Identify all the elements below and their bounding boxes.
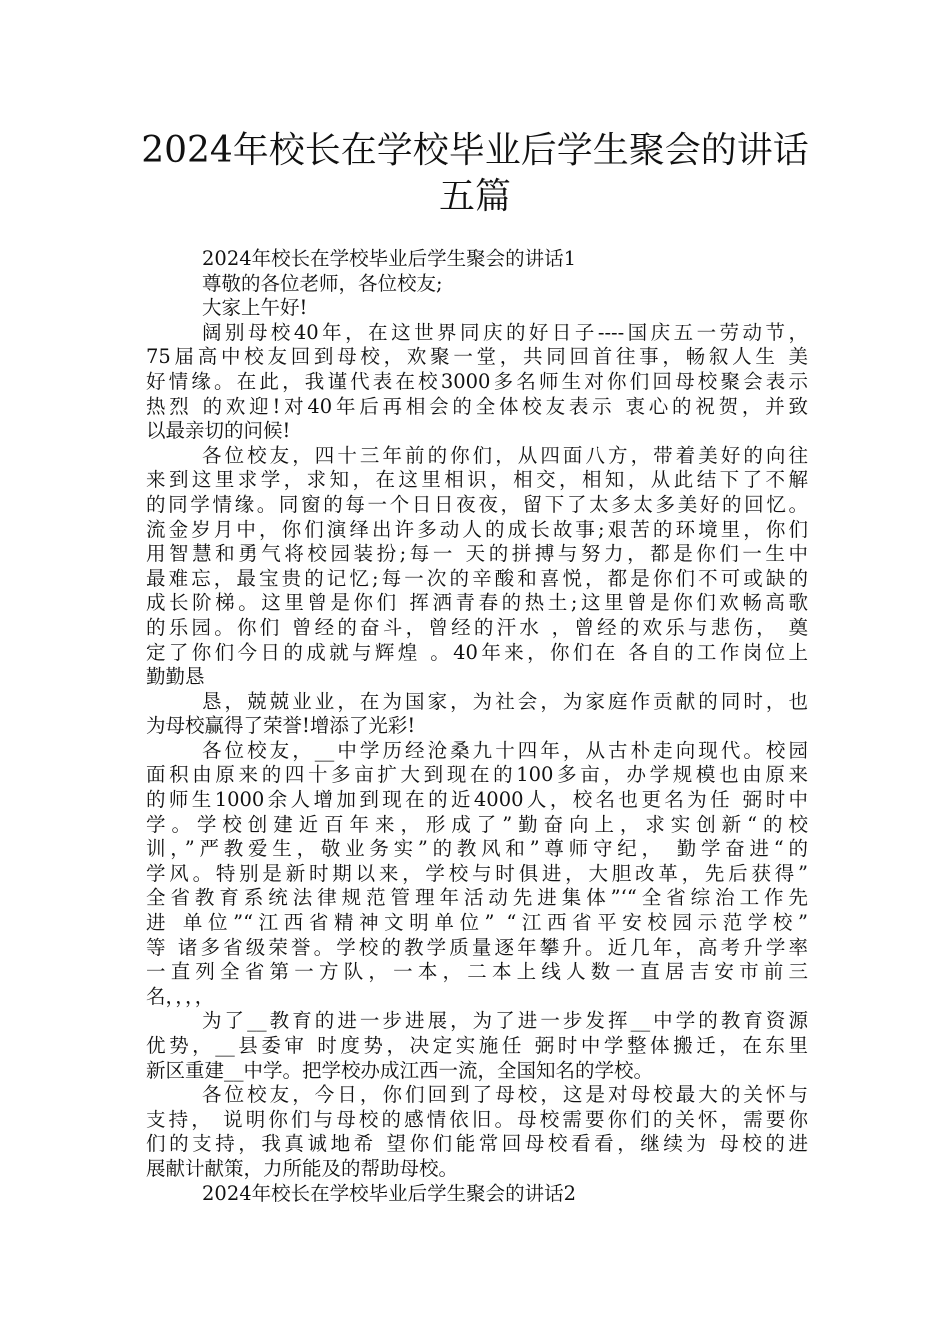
paragraph-line: 名，，，， xyxy=(146,984,215,1008)
paragraph-line: 展献计献策，力所能及的帮助母校。 xyxy=(146,1156,459,1180)
paragraph-line: 训，”严教爱生，敬业务实”的教风和”尊师守纪， 勤学奋进“的 xyxy=(146,837,808,861)
paragraph-line: 等 诸多省级荣誉。学校的教学质量逐年攀升。近几年，高考升学率 xyxy=(146,935,808,959)
section-heading-2: 2024年校长在学校毕业后学生聚会的讲话2 xyxy=(202,1181,577,1205)
paragraph-line: 勤勤恳 xyxy=(146,665,205,689)
paragraph-line: 学风。特别是新时期以来，学校与时俱进，大胆改革，先后获得” xyxy=(146,861,808,885)
paragraph-line: 阔别母校40年，在这世界同庆的好日子----国庆五一劳动节， xyxy=(202,320,808,344)
paragraph-line: 面积由原来的四十多亩扩大到现在的100多亩，办学规模也由原来 xyxy=(146,763,808,787)
paragraph-line: 成长阶梯。这里曾是你们 挥洒青春的热土;这里曾是你们欢畅高歌 xyxy=(146,591,808,615)
paragraph-line: 流金岁月中，你们演绎出许多动人的成长故事;艰苦的环境里，你们 xyxy=(146,517,808,541)
paragraph-line: 学。学校创建近百年来，形成了”勤奋向上，求实创新“的校 xyxy=(146,812,808,836)
paragraph-line: 各位校友，__中学历经沧桑九十四年，从古朴走向现代。校园 xyxy=(202,738,808,762)
paragraph-line: 优势，__县委审 时度势，决定实施任 弼时中学整体搬迁，在东里 xyxy=(146,1034,808,1057)
paragraph-line: 定了你们今日的成就与辉煌 。40年来，你们在 各自的工作岗位上 xyxy=(146,640,808,664)
paragraph-line: 的乐园。你们 曾经的奋斗，曾经的汗水 ，曾经的欢乐与悲伤， 奠 xyxy=(146,615,808,639)
title-line-2: 五篇 xyxy=(438,176,511,217)
paragraph-line: 各位校友，四十三年前的你们，从四面八方，带着美好的向往 xyxy=(202,443,808,467)
paragraph-line: 支持， 说明你们与母校的感情依旧。母校需要你们的关怀，需要你 xyxy=(146,1107,808,1131)
paragraph-line: 75届高中校友回到母校，欢聚一堂，共同回首往事，畅叙人生 美 xyxy=(146,345,808,369)
section-heading-1: 2024年校长在学校毕业后学生聚会的讲话1 xyxy=(202,247,577,270)
paragraph-line: 最难忘，最宝贵的记忆;每一次的辛酸和喜悦，都是你们不可或缺的 xyxy=(146,566,808,590)
paragraph-line: 为了__教育的进一步进展，为了进一步发挥__中学的教育资源 xyxy=(202,1009,808,1033)
document-title xyxy=(100,128,850,220)
salutation: 尊敬的各位老师，各位校友; xyxy=(202,271,443,295)
paragraph-line: 各位校友，今日，你们回到了母校，这是对母校最大的关怀与 xyxy=(202,1083,808,1107)
paragraph-line: 全省教育系统法律规范管理年活动先进集体”‘“全省综治工作先 xyxy=(146,886,808,910)
paragraph-line: 热烈 的欢迎!对40年后再相会的全体校友表示 衷心的祝贺，并致 xyxy=(146,394,808,418)
paragraph-line: 新区重建__中学。把学校办成江西一流，全国知名的学校。 xyxy=(146,1058,654,1082)
title-line-1: 2024年校长在学校毕业后学生聚会的讲话 xyxy=(141,130,809,171)
paragraph-line: 进 单位”“江西省精神文明单位” “江西省平安校园示范学校” xyxy=(146,911,808,935)
paragraph-line: 用智慧和勇气将校园装扮;每一 天的拼搏与努力，都是你们一生中 xyxy=(146,542,808,566)
paragraph-line: 们的支持，我真诚地希 望你们能常回母校看看，继续为 母校的进 xyxy=(146,1132,808,1156)
paragraph-line: 好情缘。在此，我谨代表在校3000多名师生对你们回母校聚会表示 xyxy=(146,369,808,393)
paragraph-line: 为母校赢得了荣誉!增添了光彩! xyxy=(146,714,416,738)
greeting: 大家上午好! xyxy=(202,296,308,320)
paragraph-line: 恳，兢兢业业，在为国家，为社会，为家庭作贡献的同时，也 xyxy=(202,689,808,713)
paragraph-line: 以最亲切的问候! xyxy=(146,419,291,443)
paragraph-line: 的同学情缘。同窗的每一个日日夜夜，留下了太多太多美好的回忆。 xyxy=(146,492,808,516)
document-body xyxy=(146,247,808,1206)
paragraph-line: 一直列全省第一方队，一本，二本上线人数一直居吉安市前三 xyxy=(146,960,808,984)
paragraph-line: 的师生1000余人增加到现在的近4000人，校名也更名为任 弼时中 xyxy=(146,788,808,812)
paragraph-line: 来到这里求学，求知，在这里相识，相交，相知，从此结下了不解 xyxy=(146,468,808,492)
